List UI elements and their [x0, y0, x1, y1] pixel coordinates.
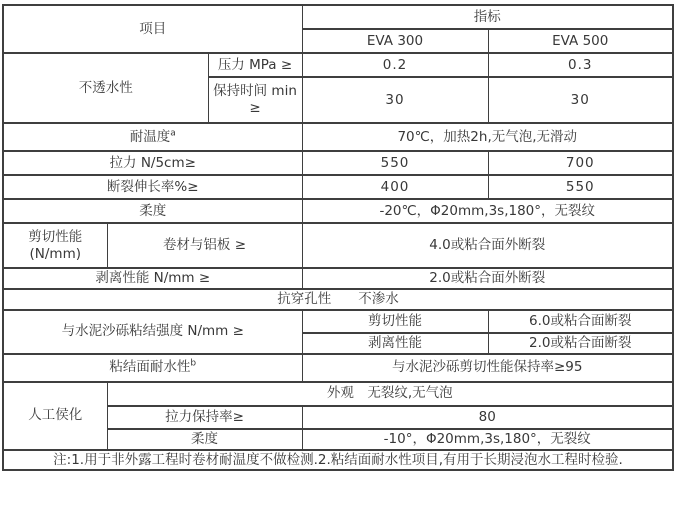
value-holding-eva500: 30 [488, 77, 673, 123]
value-flexibility: -20℃，Φ20mm,3s,180°，无裂纹 [302, 199, 673, 223]
label-shear-performance: 剪切性能 (N/mm) [3, 223, 107, 268]
header-indicator: 指标 [302, 5, 673, 29]
value-cement-peel: 2.0或粘合面断裂 [488, 333, 673, 354]
value-elongation-eva500: 550 [488, 175, 673, 199]
label-elongation: 断裂伸长率%≥ [3, 175, 302, 199]
label-shear-aluminium: 卷材与铝板 ≥ [107, 223, 302, 268]
label-flexibility: 柔度 [3, 199, 302, 223]
value-peel: 2.0或粘合面外断裂 [302, 268, 673, 289]
heat-resistance-footnote-mark: a [170, 128, 176, 139]
label-tensile-strength: 拉力 N/5cm≥ [3, 151, 302, 175]
header-eva300: EVA 300 [302, 29, 488, 53]
value-pressure-eva300: 0.2 [302, 53, 488, 77]
header-project: 项目 [3, 5, 302, 53]
label-holding-time: 保持时间 min ≥ [208, 77, 302, 123]
value-elongation-eva300: 400 [302, 175, 488, 199]
label-bond-water-resistance [3, 354, 302, 382]
value-weathering-flexibility: -10°，Φ20mm,3s,180°，无裂纹 [302, 429, 673, 450]
label-artificial-weathering: 人工侯化 [3, 382, 107, 450]
row-puncture-resistance: 抗穿孔性 不渗水 [3, 289, 673, 310]
value-cement-shear: 6.0或粘合面断裂 [488, 310, 673, 333]
value-heat-resistance: 70℃，加热2h,无气泡,无滑动 [302, 123, 673, 151]
header-eva500: EVA 500 [488, 29, 673, 53]
label-peel-performance: 剥离性能 N/mm ≥ [3, 268, 302, 289]
value-pressure-eva500: 0.3 [488, 53, 673, 77]
heat-resistance-text: 耐温度 [129, 128, 171, 145]
value-holding-eva300: 30 [302, 77, 488, 123]
label-cement-shear: 剪切性能 [302, 310, 488, 333]
label-weathering-flexibility: 柔度 [107, 429, 302, 450]
value-tensile-eva300: 550 [302, 151, 488, 175]
value-tensile-eva500: 700 [488, 151, 673, 175]
footnote: 注:1.用于非外露工程时卷材耐温度不做检测.2.粘结面耐水性项目,有用于长期浸泡水工程时检验. [3, 450, 673, 471]
value-bond-water-resistance: 与水泥沙砾剪切性能保持率≥95 [302, 354, 673, 382]
label-cement-bond-strength: 与水泥沙砾粘结强度 N/mm ≥ [3, 310, 302, 354]
bond-water-resistance-footnote-mark: b [190, 358, 197, 369]
value-tensile-retention: 80 [302, 406, 673, 429]
label-cement-peel: 剥离性能 [302, 333, 488, 354]
label-tensile-retention: 拉力保持率≥ [107, 406, 302, 429]
eva-spec-table [2, 4, 674, 471]
value-shear: 4.0或粘合面外断裂 [302, 223, 673, 268]
label-pressure: 压力 MPa ≥ [208, 53, 302, 77]
bond-water-resistance-text: 粘结面耐水性 [109, 359, 191, 376]
value-weathering-appearance: 外观 无裂纹,无气泡 [107, 382, 673, 406]
label-heat-resistance [3, 123, 302, 151]
label-impermeability: 不透水性 [3, 53, 208, 123]
